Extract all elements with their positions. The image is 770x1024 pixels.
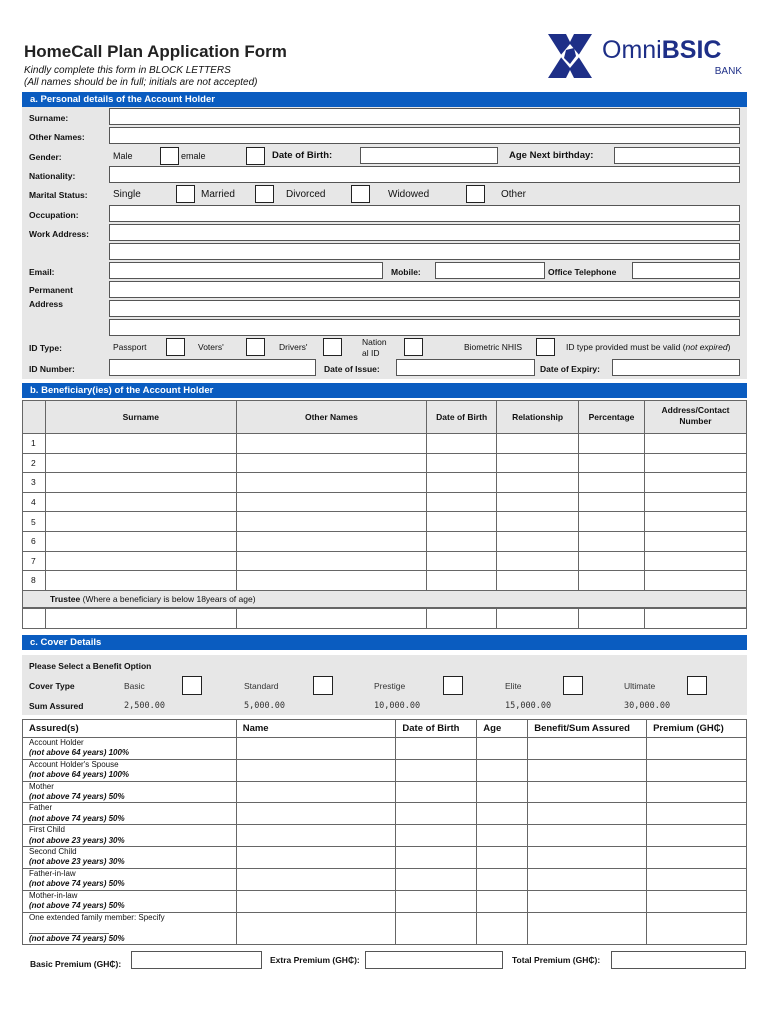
bank-logo — [540, 26, 750, 84]
assured-age-cell[interactable] — [477, 781, 528, 803]
option-3-label: Elite — [505, 681, 522, 691]
trustee-cell-no[interactable] — [23, 609, 46, 629]
assured-dob-cell[interactable] — [396, 868, 477, 890]
assured-name-cell[interactable] — [236, 825, 396, 847]
option-2-sum: 10,000.00 — [374, 701, 421, 711]
logo-text-bsic: BSIC — [661, 36, 722, 64]
assured-name-cell[interactable] — [236, 781, 396, 803]
id-validity-note: ID type provided must be valid (not expired) — [566, 342, 731, 352]
assured-benefit-cell[interactable] — [528, 759, 647, 781]
assured-dob-cell[interactable] — [396, 759, 477, 781]
option-2-label: Prestige — [374, 681, 406, 691]
beneficiary-dob-cell[interactable] — [427, 531, 497, 551]
benefit-header: Benefit/Sum Assured — [528, 720, 647, 738]
trustee-cell-percentage[interactable] — [579, 609, 645, 629]
age-next-birthday-input[interactable] — [614, 147, 740, 164]
assured-row — [23, 781, 747, 803]
assured-premium-cell[interactable] — [647, 868, 747, 890]
age-header: Age — [477, 720, 528, 738]
email-label: Email: — [29, 267, 55, 277]
assured-benefit-cell[interactable] — [528, 781, 647, 803]
nationality-label: Nationality: — [29, 171, 76, 181]
passport-label: Passport — [113, 342, 147, 352]
assured-age-cell[interactable] — [477, 825, 528, 847]
assured-row — [23, 890, 747, 912]
beneficiary-relationship-cell[interactable] — [497, 551, 579, 571]
assured-age-cell[interactable] — [477, 847, 528, 869]
beneficiary-surname-cell[interactable] — [45, 531, 236, 551]
beneficiary-other-names-cell[interactable] — [236, 551, 427, 571]
total-premium-label: Total Premium (GH₵): — [512, 955, 601, 965]
biometric-nhis-label: Biometric NHIS — [464, 342, 523, 352]
male-label: Male — [113, 151, 133, 161]
assured-dob-cell[interactable] — [396, 825, 477, 847]
beneficiary-row — [23, 492, 747, 512]
assured-row — [23, 803, 747, 825]
beneficiary-row — [23, 551, 747, 571]
beneficiary-relationship-cell[interactable] — [497, 492, 579, 512]
option-2-checkbox[interactable] — [443, 676, 463, 695]
assured-type: First Child — [29, 825, 66, 835]
assured-cell — [23, 847, 237, 869]
beneficiary-address-cell[interactable] — [644, 473, 746, 493]
beneficiary-address-cell[interactable] — [644, 571, 746, 591]
assured-dob-cell[interactable] — [396, 890, 477, 912]
assured-limit: (not above 74 years) 50% — [29, 933, 125, 943]
assured-age-cell[interactable] — [477, 803, 528, 825]
dob-label: Date of Birth: — [272, 150, 333, 161]
assured-benefit-cell[interactable] — [528, 847, 647, 869]
assured-type: Account Holder's Spouse — [29, 759, 119, 769]
assured-type: Mother-in-law — [29, 890, 78, 900]
assured-row — [23, 738, 747, 760]
permanent-address-input-1[interactable] — [109, 281, 740, 298]
surname-label: Surname: — [29, 113, 69, 123]
office-telephone-label: Office Telephone — [548, 267, 617, 277]
option-0-sum: 2,500.00 — [124, 701, 165, 711]
permanent-label: Permanent — [29, 285, 73, 295]
marital-status-label: Marital Status: — [29, 190, 88, 200]
assured-cell — [23, 868, 237, 890]
assured-age-cell[interactable] — [477, 738, 528, 760]
beneficiary-relationship-cell[interactable] — [497, 512, 579, 532]
logo-text-omni: Omni — [602, 36, 662, 64]
beneficiary-row-number: 5 — [23, 512, 46, 532]
assured-age-cell[interactable] — [477, 759, 528, 781]
beneficiary-relationship-cell[interactable] — [497, 434, 579, 454]
beneficiary-surname-cell[interactable] — [45, 512, 236, 532]
national-id-label-1: Nation — [362, 337, 387, 347]
beneficiary-surname-header: Surname — [45, 401, 236, 434]
assured-premium-cell[interactable] — [647, 912, 747, 945]
assured-row — [23, 912, 747, 945]
assured-cell — [23, 912, 237, 945]
assured-limit: (not above 74 years) 50% — [29, 901, 125, 911]
assured-limit: (not above 64 years) 100% — [29, 770, 130, 780]
drivers-label: Drivers' — [279, 342, 308, 352]
voters-checkbox[interactable] — [246, 338, 265, 356]
single-label: Single — [113, 189, 141, 200]
beneficiary-row — [23, 473, 747, 493]
married-checkbox[interactable] — [255, 185, 274, 203]
assured-name-cell[interactable] — [236, 803, 396, 825]
beneficiary-address-cell[interactable] — [644, 551, 746, 571]
national-id-label-2: al ID — [362, 348, 380, 358]
permanent-address-input-3[interactable] — [109, 319, 740, 336]
assured-premium-cell[interactable] — [647, 825, 747, 847]
option-4-sum: 30,000.00 — [624, 701, 671, 711]
option-1-label: Standard — [244, 681, 279, 691]
permanent-address-input-2[interactable] — [109, 300, 740, 317]
assured-benefit-cell[interactable] — [528, 868, 647, 890]
basic-premium-input[interactable] — [131, 951, 262, 969]
beneficiary-dob-cell[interactable] — [427, 453, 497, 473]
logo-text-bank: BANK — [714, 66, 742, 77]
assured-benefit-cell[interactable] — [528, 803, 647, 825]
beneficiary-row-number: 3 — [23, 473, 46, 493]
voters-label: Voters' — [198, 342, 224, 352]
assured-premium-cell[interactable] — [647, 759, 747, 781]
assured-age-cell[interactable] — [477, 868, 528, 890]
assured-premium-cell[interactable] — [647, 890, 747, 912]
beneficiary-surname-cell[interactable] — [45, 434, 236, 454]
beneficiary-address-cell[interactable] — [644, 453, 746, 473]
date-of-issue-input[interactable] — [396, 359, 535, 376]
assured-benefit-cell[interactable] — [528, 738, 647, 760]
assured-type: Father — [29, 803, 53, 813]
page-title: HomeCall Plan Application Form — [24, 42, 287, 61]
beneficiary-dob-cell[interactable] — [427, 571, 497, 591]
beneficiary-relationship-cell[interactable] — [497, 453, 579, 473]
date-of-issue-label: Date of Issue: — [324, 364, 380, 374]
beneficiary-dob-cell[interactable] — [427, 492, 497, 512]
beneficiary-relationship-cell[interactable] — [497, 571, 579, 591]
name-header: Name — [236, 720, 396, 738]
assured-name-cell[interactable] — [236, 890, 396, 912]
assured-name-cell[interactable] — [236, 847, 396, 869]
beneficiary-header-row — [23, 401, 747, 434]
assured-name-cell[interactable] — [236, 738, 396, 760]
option-1-checkbox[interactable] — [313, 676, 333, 695]
office-telephone-input[interactable] — [632, 262, 740, 279]
other-names-input[interactable] — [109, 127, 740, 144]
assured-premium-cell[interactable] — [647, 803, 747, 825]
assured-type: Second Child — [29, 847, 77, 857]
beneficiary-row-number: 2 — [23, 453, 46, 473]
assured-limit: (not above 64 years) 100% — [29, 748, 130, 758]
assured-benefit-cell[interactable] — [528, 825, 647, 847]
beneficiary-other-names-cell[interactable] — [236, 453, 427, 473]
drivers-checkbox[interactable] — [323, 338, 342, 356]
biometric-nhis-checkbox[interactable] — [536, 338, 555, 356]
cover-type-label: Cover Type — [29, 681, 75, 691]
assured-type: Father-in-law — [29, 868, 76, 878]
option-4-label: Ultimate — [624, 681, 656, 691]
date-of-expiry-input[interactable] — [612, 359, 740, 376]
beneficiary-percentage-cell[interactable] — [579, 531, 645, 551]
beneficiary-address-cell[interactable] — [644, 492, 746, 512]
nationality-input[interactable] — [109, 166, 740, 183]
beneficiary-row — [23, 531, 747, 551]
beneficiary-surname-cell[interactable] — [45, 492, 236, 512]
beneficiary-percentage-cell[interactable] — [579, 434, 645, 454]
beneficiary-other-names-cell[interactable] — [236, 473, 427, 493]
beneficiary-relationship-header: Relationship — [497, 401, 579, 434]
beneficiary-percentage-cell[interactable] — [579, 551, 645, 571]
trustee-cell-relationship[interactable] — [497, 609, 579, 629]
trustee-label: Trustee (Where a beneficiary is below 18years of age) — [50, 594, 256, 604]
widowed-checkbox[interactable] — [466, 185, 485, 203]
beneficiary-table — [22, 400, 747, 591]
assured-table — [22, 719, 747, 945]
passport-checkbox[interactable] — [166, 338, 185, 356]
beneficiary-dob-cell[interactable] — [427, 551, 497, 571]
assured-premium-cell[interactable] — [647, 781, 747, 803]
assured-cell — [23, 781, 237, 803]
single-checkbox[interactable] — [176, 185, 195, 203]
option-1-sum: 5,000.00 — [244, 701, 285, 711]
assured-dob-cell[interactable] — [396, 781, 477, 803]
section-a-header: a. Personal details of the Account Holder — [22, 92, 747, 107]
beneficiary-other-names-cell[interactable] — [236, 571, 427, 591]
age-next-birthday-label: Age Next birthday: — [509, 150, 594, 161]
assured-row — [23, 759, 747, 781]
premium-header: Premium (GH₵) — [647, 720, 747, 738]
assured-limit: (not above 74 years) 50% — [29, 879, 125, 889]
assured-name-cell[interactable] — [236, 868, 396, 890]
date-of-expiry-label: Date of Expiry: — [540, 364, 600, 374]
assured-name-cell[interactable] — [236, 759, 396, 781]
assured-age-cell[interactable] — [477, 890, 528, 912]
beneficiary-relationship-cell[interactable] — [497, 531, 579, 551]
beneficiary-dob-cell[interactable] — [427, 473, 497, 493]
beneficiary-surname-cell[interactable] — [45, 551, 236, 571]
beneficiary-address-cell[interactable] — [644, 531, 746, 551]
beneficiary-percentage-cell[interactable] — [579, 512, 645, 532]
option-3-checkbox[interactable] — [563, 676, 583, 695]
assured-cell — [23, 890, 237, 912]
assured-type: Account Holder — [29, 738, 84, 747]
beneficiary-percentage-header: Percentage — [579, 401, 645, 434]
divorced-checkbox[interactable] — [351, 185, 370, 203]
work-address-input-1[interactable] — [109, 224, 740, 241]
address-label: Address — [29, 299, 64, 309]
assured-dob-cell[interactable] — [396, 912, 477, 945]
trustee-cell-address[interactable] — [645, 609, 747, 629]
beneficiary-row-number: 4 — [23, 492, 46, 512]
extra-premium-input[interactable] — [365, 951, 503, 969]
option-3-sum: 15,000.00 — [505, 701, 552, 711]
sum-assured-label: Sum Assured — [29, 701, 84, 711]
beneficiary-dob-cell[interactable] — [427, 512, 497, 532]
trustee-input-row — [23, 609, 747, 629]
beneficiary-relationship-cell[interactable] — [497, 473, 579, 493]
beneficiary-row — [23, 453, 747, 473]
beneficiary-no-header — [23, 401, 46, 434]
occupation-input[interactable] — [109, 205, 740, 222]
id-number-input[interactable] — [109, 359, 316, 376]
assured-type: One extended family member: Specify — [29, 912, 165, 922]
beneficiary-percentage-cell[interactable] — [579, 571, 645, 591]
beneficiary-row — [23, 512, 747, 532]
option-4-checkbox[interactable] — [687, 676, 707, 695]
total-premium-input[interactable] — [611, 951, 746, 969]
beneficiary-percentage-cell[interactable] — [579, 473, 645, 493]
surname-input[interactable] — [109, 108, 740, 125]
male-checkbox[interactable] — [160, 147, 179, 165]
beneficiary-surname-cell[interactable] — [45, 473, 236, 493]
beneficiary-address-cell[interactable] — [644, 434, 746, 454]
married-label: Married — [201, 189, 235, 200]
assured-cell — [23, 803, 237, 825]
beneficiary-dob-cell[interactable] — [427, 434, 497, 454]
work-address-input-2[interactable] — [109, 243, 740, 260]
divorced-label: Divorced — [286, 189, 326, 200]
section-c-header: c. Cover Details — [22, 635, 747, 650]
national-id-checkbox[interactable] — [404, 338, 423, 356]
assured-premium-cell[interactable] — [647, 847, 747, 869]
beneficiary-percentage-cell[interactable] — [579, 453, 645, 473]
other-label: Other — [501, 189, 527, 200]
beneficiary-dob-header: Date of Birth — [427, 401, 497, 434]
trustee-cell-surname[interactable] — [45, 609, 236, 629]
trustee-cell-other-names[interactable] — [236, 609, 427, 629]
trustee-table — [22, 608, 747, 629]
dob-input[interactable] — [360, 147, 498, 164]
assured-cell — [23, 738, 237, 760]
assured-row — [23, 825, 747, 847]
assured-cell — [23, 759, 237, 781]
benefit-option-label: Please Select a Benefit Option — [29, 661, 152, 671]
beneficiary-other-names-cell[interactable] — [236, 531, 427, 551]
beneficiary-row — [23, 434, 747, 454]
assured-dob-cell[interactable] — [396, 803, 477, 825]
assured-type: Mother — [29, 781, 54, 791]
beneficiary-other-names-cell[interactable] — [236, 492, 427, 512]
id-type-label: ID Type: — [29, 343, 62, 353]
assured-dob-cell[interactable] — [396, 847, 477, 869]
beneficiary-other-names-cell[interactable] — [236, 434, 427, 454]
beneficiary-row — [23, 571, 747, 591]
option-0-checkbox[interactable] — [182, 676, 202, 695]
assured-benefit-cell[interactable] — [528, 912, 647, 945]
instruction-1: Kindly complete this form in BLOCK LETTERS — [24, 65, 231, 76]
assured-limit: (not above 23 years) 30% — [29, 857, 125, 867]
assured-dob-cell[interactable] — [396, 738, 477, 760]
logo-mark-icon — [540, 26, 600, 86]
beneficiary-address-header: Address/Contact Number — [644, 401, 746, 434]
option-0-label: Basic — [124, 681, 145, 691]
assured-age-cell[interactable] — [477, 912, 528, 945]
female-checkbox[interactable] — [246, 147, 265, 165]
beneficiary-other-names-cell[interactable] — [236, 512, 427, 532]
other-names-label: Other Names: — [29, 132, 85, 142]
assured-cell — [23, 825, 237, 847]
gender-label: Gender: — [29, 152, 62, 162]
beneficiary-other-names-header: Other Names — [236, 401, 427, 434]
beneficiary-surname-cell[interactable] — [45, 453, 236, 473]
assured-header-row — [23, 720, 747, 738]
assured-name-cell[interactable] — [236, 912, 396, 945]
beneficiary-row-number: 1 — [23, 434, 46, 454]
assured-limit: (not above 74 years) 50% — [29, 813, 125, 823]
basic-premium-label: Basic Premium (GH₵): — [30, 959, 122, 969]
assured-limit: (not above 23 years) 30% — [29, 835, 125, 845]
trustee-cell-dob[interactable] — [427, 609, 497, 629]
assured-row — [23, 868, 747, 890]
assured-row — [23, 847, 747, 869]
beneficiary-percentage-cell[interactable] — [579, 492, 645, 512]
beneficiary-row-number: 7 — [23, 551, 46, 571]
mobile-label: Mobile: — [391, 267, 421, 277]
extra-premium-label: Extra Premium (GH₵): — [270, 955, 360, 965]
assured-header: Assured(s) — [23, 720, 237, 738]
beneficiary-row-number: 8 — [23, 571, 46, 591]
female-label: emale — [181, 151, 206, 161]
beneficiary-surname-cell[interactable] — [45, 571, 236, 591]
id-number-label: ID Number: — [29, 364, 75, 374]
beneficiary-address-cell[interactable] — [644, 512, 746, 532]
beneficiary-row-number: 6 — [23, 531, 46, 551]
occupation-label: Occupation: — [29, 210, 79, 220]
assured-limit: (not above 74 years) 50% — [29, 792, 125, 802]
assured-benefit-cell[interactable] — [528, 890, 647, 912]
email-input[interactable] — [109, 262, 383, 279]
work-address-label: Work Address: — [29, 229, 89, 239]
dob-header: Date of Birth — [396, 720, 477, 738]
instruction-2: (All names should be in full; initials are not accepted) — [24, 77, 258, 88]
widowed-label: Widowed — [388, 189, 430, 200]
section-b-header: b. Beneficiary(ies) of the Account Holder — [22, 383, 747, 398]
mobile-input[interactable] — [435, 262, 545, 279]
assured-premium-cell[interactable] — [647, 738, 747, 760]
